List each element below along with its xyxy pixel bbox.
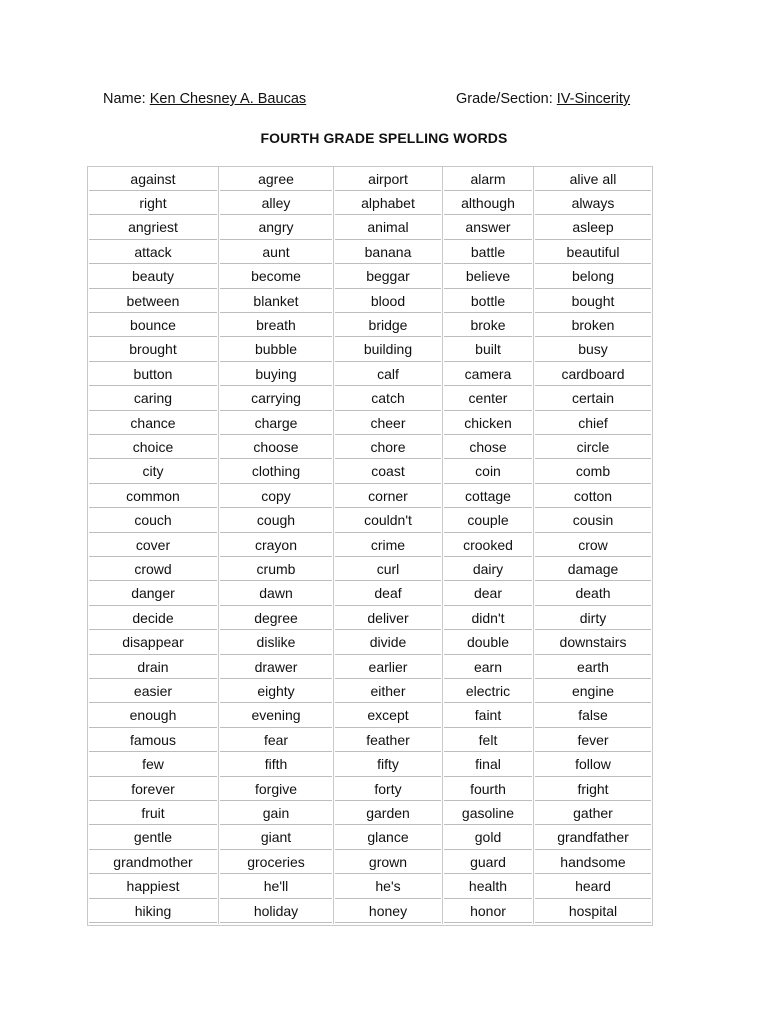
word-cell: fear xyxy=(220,729,332,753)
name-value: Ken Chesney A. Baucas xyxy=(149,91,307,107)
word-cell: happiest xyxy=(89,875,217,899)
word-cell: gold xyxy=(444,826,532,850)
word-cell: double xyxy=(444,631,532,655)
word-cell: glance xyxy=(335,826,441,850)
word-cell: alphabet xyxy=(335,192,441,216)
word-cell: decide xyxy=(89,607,217,631)
word-cell: asleep xyxy=(535,216,651,240)
word-cell: cough xyxy=(220,509,332,533)
grade-section-field xyxy=(456,89,630,109)
word-cell: choice xyxy=(89,436,217,460)
word-cell: felt xyxy=(444,729,532,753)
word-cell: either xyxy=(335,680,441,704)
word-cell: garden xyxy=(335,802,441,826)
word-cell: crowd xyxy=(89,558,217,582)
word-cell: attack xyxy=(89,241,217,265)
word-cell: belong xyxy=(535,265,651,289)
word-cell: fifth xyxy=(220,753,332,777)
word-cell: fever xyxy=(535,729,651,753)
word-cell: degree xyxy=(220,607,332,631)
word-column-4 xyxy=(443,167,534,924)
grade-value: IV-Sincerity xyxy=(556,91,631,107)
word-cell: gentle xyxy=(89,826,217,850)
word-cell: chore xyxy=(335,436,441,460)
word-cell: crayon xyxy=(220,534,332,558)
word-cell: handsome xyxy=(535,851,651,875)
word-cell: cousin xyxy=(535,509,651,533)
word-cell: dear xyxy=(444,582,532,606)
name-label: Name: xyxy=(103,91,146,107)
word-cell: earth xyxy=(535,656,651,680)
word-cell: bought xyxy=(535,290,651,314)
word-cell: gasoline xyxy=(444,802,532,826)
word-cell: broke xyxy=(444,314,532,338)
word-cell: cardboard xyxy=(535,363,651,387)
word-cell: circle xyxy=(535,436,651,460)
word-cell: cottage xyxy=(444,485,532,509)
word-cell: built xyxy=(444,338,532,362)
word-cell: fourth xyxy=(444,778,532,802)
word-column-5 xyxy=(534,167,652,924)
word-cell: alive all xyxy=(535,168,651,192)
word-cell: earn xyxy=(444,656,532,680)
word-cell: couch xyxy=(89,509,217,533)
word-cell: bottle xyxy=(444,290,532,314)
name-field xyxy=(103,89,306,109)
word-cell: forty xyxy=(335,778,441,802)
word-cell: eighty xyxy=(220,680,332,704)
header-line xyxy=(103,89,641,109)
word-cell: bounce xyxy=(89,314,217,338)
word-column-3 xyxy=(334,167,443,924)
word-cell: angriest xyxy=(89,216,217,240)
word-cell: divide xyxy=(335,631,441,655)
word-cell: believe xyxy=(444,265,532,289)
word-cell: earlier xyxy=(335,656,441,680)
word-cell: alarm xyxy=(444,168,532,192)
word-cell: blood xyxy=(335,290,441,314)
word-cell: city xyxy=(89,460,217,484)
word-cell: crime xyxy=(335,534,441,558)
word-cell: downstairs xyxy=(535,631,651,655)
word-cell: he's xyxy=(335,875,441,899)
word-cell: dirty xyxy=(535,607,651,631)
word-cell: gather xyxy=(535,802,651,826)
word-cell: crumb xyxy=(220,558,332,582)
word-cell: carrying xyxy=(220,387,332,411)
page-title: FOURTH GRADE SPELLING WORDS xyxy=(260,130,508,146)
word-cell: cheer xyxy=(335,412,441,436)
word-cell: blanket xyxy=(220,290,332,314)
word-cell: crooked xyxy=(444,534,532,558)
word-cell: crow xyxy=(535,534,651,558)
word-cell: cotton xyxy=(535,485,651,509)
word-cell: button xyxy=(89,363,217,387)
word-cell: bridge xyxy=(335,314,441,338)
word-cell: groceries xyxy=(220,851,332,875)
word-cell: banana xyxy=(335,241,441,265)
word-cell: feather xyxy=(335,729,441,753)
word-cell: deaf xyxy=(335,582,441,606)
word-cell: corner xyxy=(335,485,441,509)
word-cell: death xyxy=(535,582,651,606)
word-cell: danger xyxy=(89,582,217,606)
word-cell: damage xyxy=(535,558,651,582)
grade-label: Grade/Section: xyxy=(456,91,553,107)
word-cell: alley xyxy=(220,192,332,216)
word-cell: forgive xyxy=(220,778,332,802)
word-cell: couple xyxy=(444,509,532,533)
word-cell: fright xyxy=(535,778,651,802)
word-cell: although xyxy=(444,192,532,216)
word-cell: final xyxy=(444,753,532,777)
word-cell: giant xyxy=(220,826,332,850)
word-cell: aunt xyxy=(220,241,332,265)
word-cell: evening xyxy=(220,704,332,728)
word-cell: didn't xyxy=(444,607,532,631)
word-cell: common xyxy=(89,485,217,509)
word-column-1 xyxy=(88,167,219,924)
word-cell: hiking xyxy=(89,900,217,924)
word-cell: hospital xyxy=(535,900,651,924)
word-cell: breath xyxy=(220,314,332,338)
word-column-2 xyxy=(219,167,334,924)
word-cell: gain xyxy=(220,802,332,826)
word-cell: drawer xyxy=(220,656,332,680)
word-cell: enough xyxy=(89,704,217,728)
word-cell: curl xyxy=(335,558,441,582)
word-cell: building xyxy=(335,338,441,362)
word-cell: chicken xyxy=(444,412,532,436)
word-cell: buying xyxy=(220,363,332,387)
word-cell: dairy xyxy=(444,558,532,582)
word-cell: fifty xyxy=(335,753,441,777)
word-cell: animal xyxy=(335,216,441,240)
word-cell: he'll xyxy=(220,875,332,899)
word-cell: coin xyxy=(444,460,532,484)
word-cell: grandmother xyxy=(89,851,217,875)
word-cell: busy xyxy=(535,338,651,362)
word-cell: battle xyxy=(444,241,532,265)
word-cell: clothing xyxy=(220,460,332,484)
word-cell: brought xyxy=(89,338,217,362)
word-cell: always xyxy=(535,192,651,216)
word-cell: electric xyxy=(444,680,532,704)
word-cell: follow xyxy=(535,753,651,777)
word-cell: forever xyxy=(89,778,217,802)
word-cell: charge xyxy=(220,412,332,436)
word-cell: fruit xyxy=(89,802,217,826)
word-cell: honor xyxy=(444,900,532,924)
word-cell: calf xyxy=(335,363,441,387)
word-cell: holiday xyxy=(220,900,332,924)
word-cell: certain xyxy=(535,387,651,411)
word-cell: answer xyxy=(444,216,532,240)
word-cell: cover xyxy=(89,534,217,558)
word-cell: caring xyxy=(89,387,217,411)
word-cell: famous xyxy=(89,729,217,753)
word-cell: drain xyxy=(89,656,217,680)
word-cell: broken xyxy=(535,314,651,338)
word-cell: dawn xyxy=(220,582,332,606)
word-cell: comb xyxy=(535,460,651,484)
word-cell: false xyxy=(535,704,651,728)
word-cell: airport xyxy=(335,168,441,192)
word-cell: between xyxy=(89,290,217,314)
word-cell: bubble xyxy=(220,338,332,362)
word-cell: choose xyxy=(220,436,332,460)
word-cell: become xyxy=(220,265,332,289)
word-cell: faint xyxy=(444,704,532,728)
word-cell: center xyxy=(444,387,532,411)
word-cell: angry xyxy=(220,216,332,240)
word-cell: honey xyxy=(335,900,441,924)
word-cell: right xyxy=(89,192,217,216)
word-cell: agree xyxy=(220,168,332,192)
word-cell: couldn't xyxy=(335,509,441,533)
word-cell: chief xyxy=(535,412,651,436)
word-cell: few xyxy=(89,753,217,777)
word-cell: copy xyxy=(220,485,332,509)
word-cell: beauty xyxy=(89,265,217,289)
word-cell: against xyxy=(89,168,217,192)
word-cell: camera xyxy=(444,363,532,387)
word-cell: chose xyxy=(444,436,532,460)
word-cell: engine xyxy=(535,680,651,704)
word-cell: health xyxy=(444,875,532,899)
word-cell: heard xyxy=(535,875,651,899)
word-cell: grandfather xyxy=(535,826,651,850)
word-cell: beggar xyxy=(335,265,441,289)
word-cell: except xyxy=(335,704,441,728)
word-cell: disappear xyxy=(89,631,217,655)
word-cell: beautiful xyxy=(535,241,651,265)
word-cell: coast xyxy=(335,460,441,484)
word-cell: grown xyxy=(335,851,441,875)
word-cell: dislike xyxy=(220,631,332,655)
word-cell: catch xyxy=(335,387,441,411)
word-cell: easier xyxy=(89,680,217,704)
word-cell: guard xyxy=(444,851,532,875)
word-cell: chance xyxy=(89,412,217,436)
word-cell: deliver xyxy=(335,607,441,631)
spelling-words-table xyxy=(87,166,653,926)
